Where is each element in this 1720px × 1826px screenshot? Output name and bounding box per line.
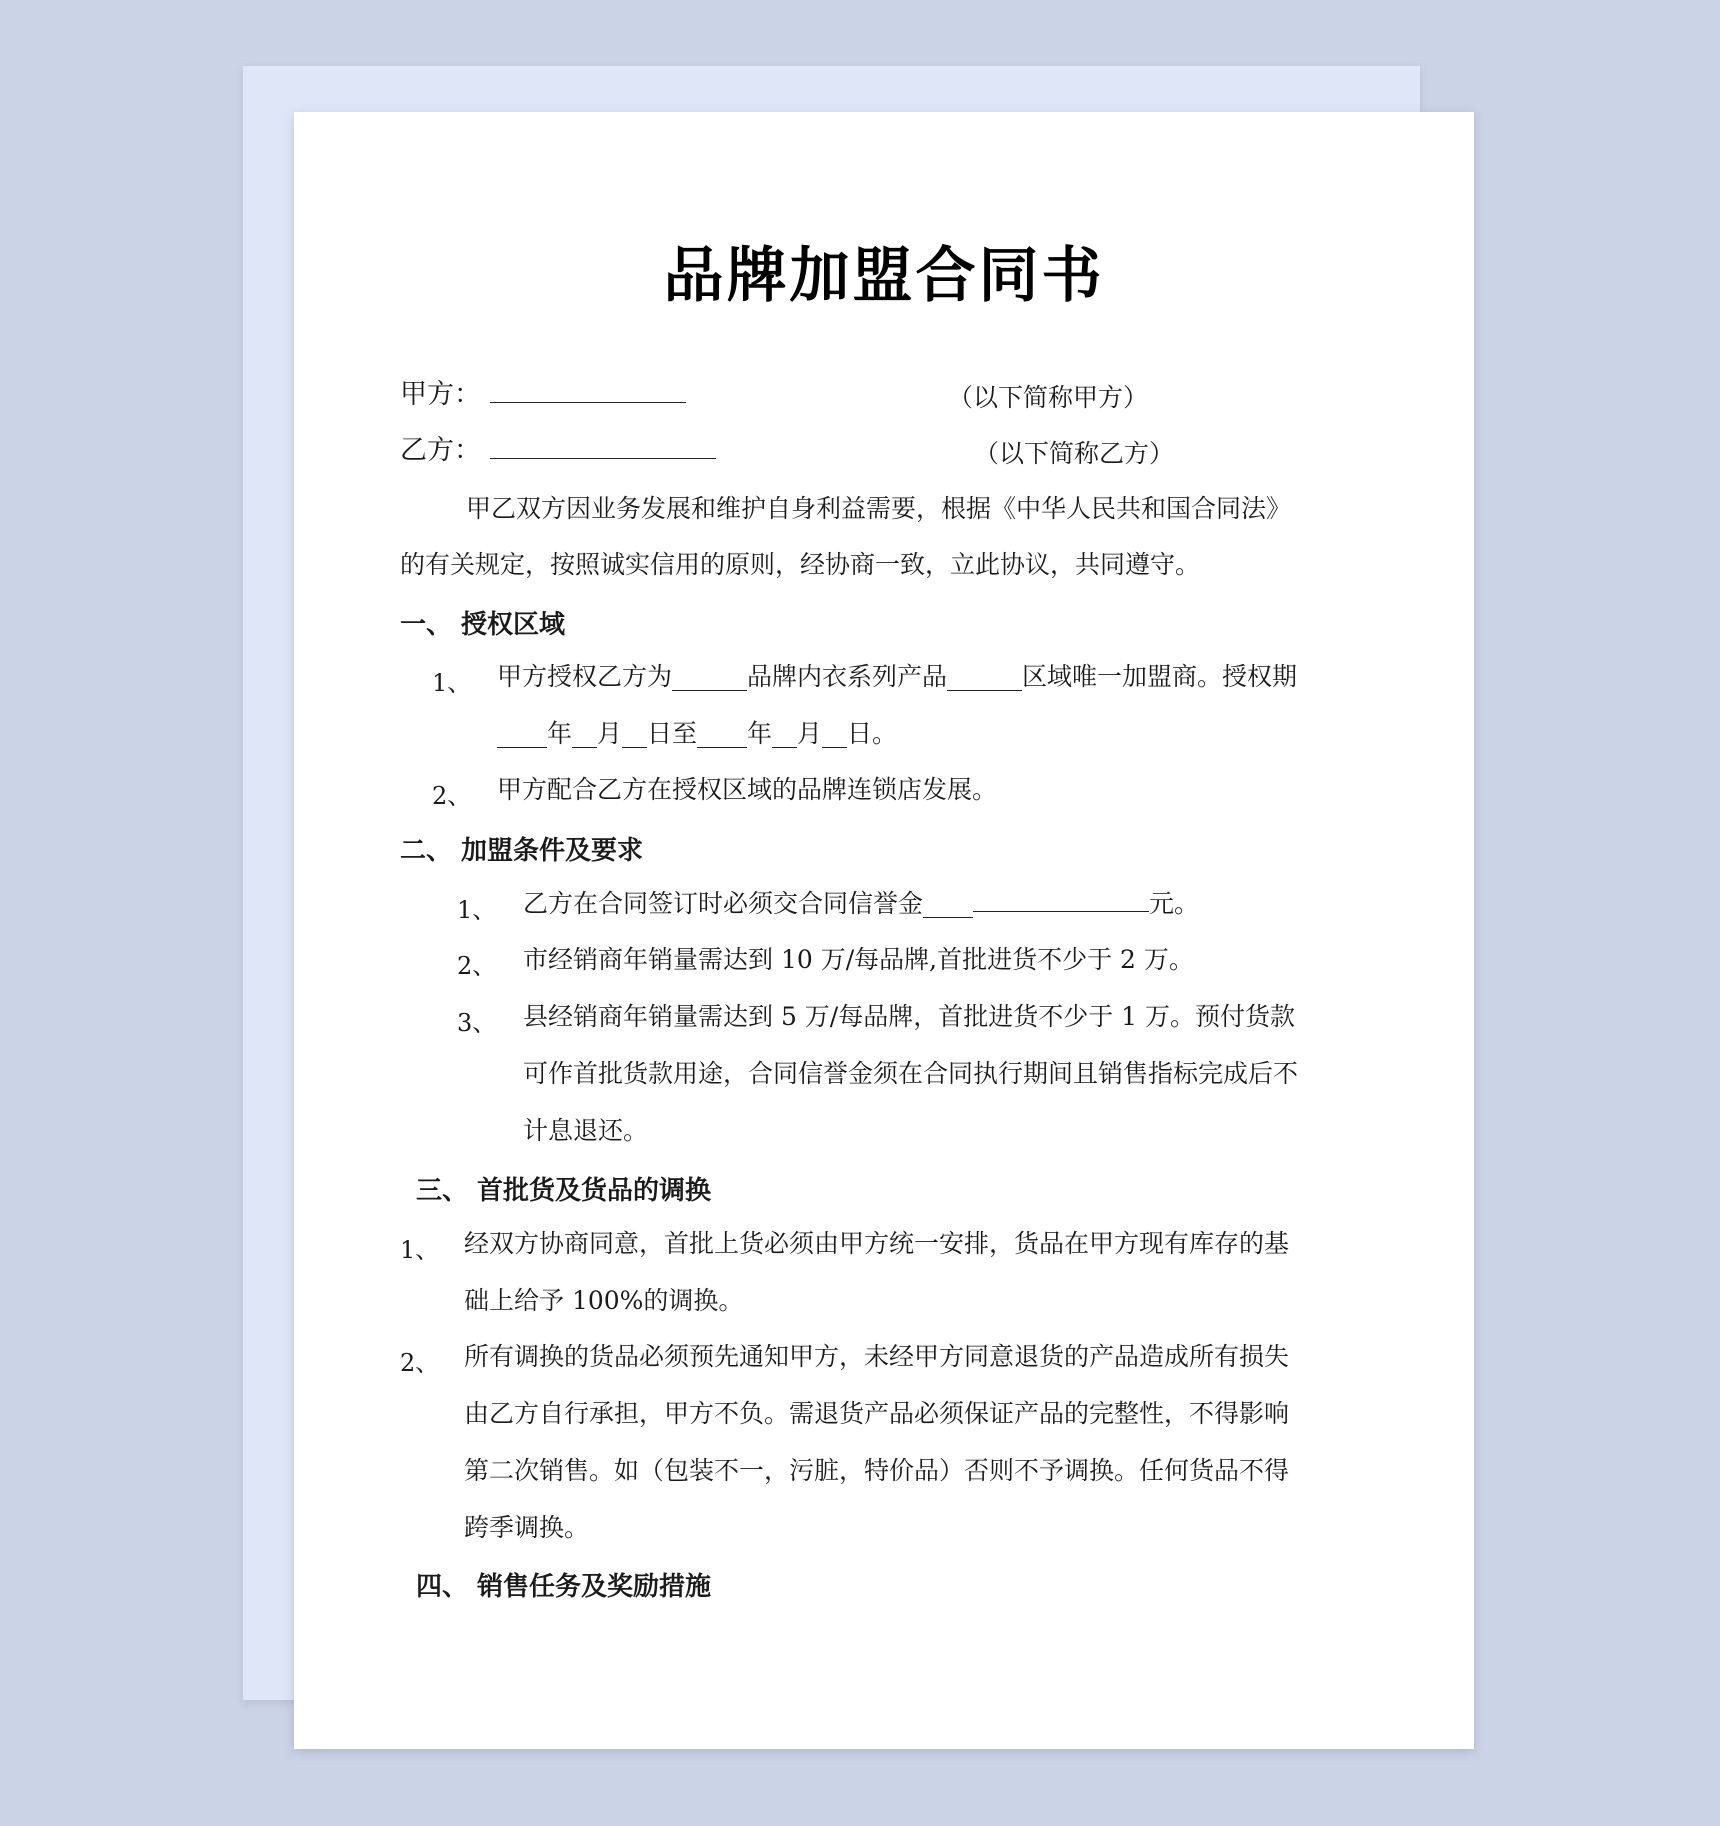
party-a-note: （以下简称甲方） [948,383,1149,412]
s2-item-2-number: 2、 [457,952,497,980]
party-b-note: （以下简称乙方） [974,439,1175,468]
document-page [294,112,1474,1749]
party-b-label: 乙方： [400,435,481,466]
deposit-blank[interactable] [973,887,1149,912]
party-b-line [400,434,716,468]
s2-item-3-line-2: 可作首批货款用途，合同信誉金须在合同执行期间且销售指标完成后不 [523,1059,1299,1088]
s3-item-1-number: 1、 [400,1236,440,1264]
party-a-blank[interactable] [490,378,686,403]
s2-item-3-number: 3、 [457,1009,497,1037]
section-1-heading: 一、 授权区域 [400,610,566,640]
s1-item-1-line-1: 甲方授权乙方为______品牌内衣系列产品______区域唯一加盟商。授权期 [497,662,1298,691]
intro-line-1: 甲乙双方因业务发展和维护自身利益需要，根据《中华人民共和国合同法》 [466,494,1292,523]
party-b-blank[interactable] [490,434,716,459]
s2-item-3-line-1: 县经销商年销量需达到 5 万/每品牌，首批进货不少于 1 万。预付货款 [523,1002,1296,1031]
s3-item-1-line-1: 经双方协商同意，首批上货必须由甲方统一安排，货品在甲方现有库存的基 [464,1229,1290,1258]
section-2-heading: 二、 加盟条件及要求 [400,836,644,866]
s1-item-1-number: 1、 [432,669,472,697]
s3-item-1-line-2: 础上给予 100%的调换。 [464,1286,744,1315]
s2-item-1-number: 1、 [457,896,497,924]
section-3-heading: 三、 首批货及货品的调换 [416,1176,712,1206]
s3-item-2-line-3: 第二次销售。如（包装不一，污脏，特价品）否则不予调换。任何货品不得 [464,1456,1290,1485]
s2-item-1-line-1 [523,887,1199,921]
party-a-label: 甲方： [400,379,481,410]
s3-item-2-line-4: 跨季调换。 [464,1513,590,1542]
section-4-heading: 四、 销售任务及奖励措施 [416,1572,712,1602]
s1-item-2-number: 2、 [432,782,472,810]
s1-item-2-line-1: 甲方配合乙方在授权区域的品牌连锁店发展。 [497,775,998,804]
s2-item-1-tail: 元。 [1149,889,1200,918]
s2-item-3-line-3: 计息退还。 [523,1116,649,1145]
s3-item-2-number: 2、 [400,1349,440,1377]
s2-item-1-text: 乙方在合同签订时必须交合同信誉金____ [523,889,974,918]
s2-item-2-line-1: 市经销商年销量需达到 10 万/每品牌,首批进货不少于 2 万。 [523,945,1194,974]
s3-item-2-line-2: 由乙方自行承担，甲方不负。需退货产品必须保证产品的完整性，不得影响 [464,1399,1290,1428]
s1-item-1-line-2: ____年__月__日至____年__月__日。 [497,719,898,748]
party-a-line [400,378,686,412]
s3-item-2-line-1: 所有调换的货品必须预先通知甲方，未经甲方同意退货的产品造成所有损失 [464,1342,1290,1371]
intro-line-2: 的有关规定，按照诚实信用的原则，经协商一致，立此协议，共同遵守。 [400,550,1201,579]
document-title: 品牌加盟合同书 [663,241,1105,311]
